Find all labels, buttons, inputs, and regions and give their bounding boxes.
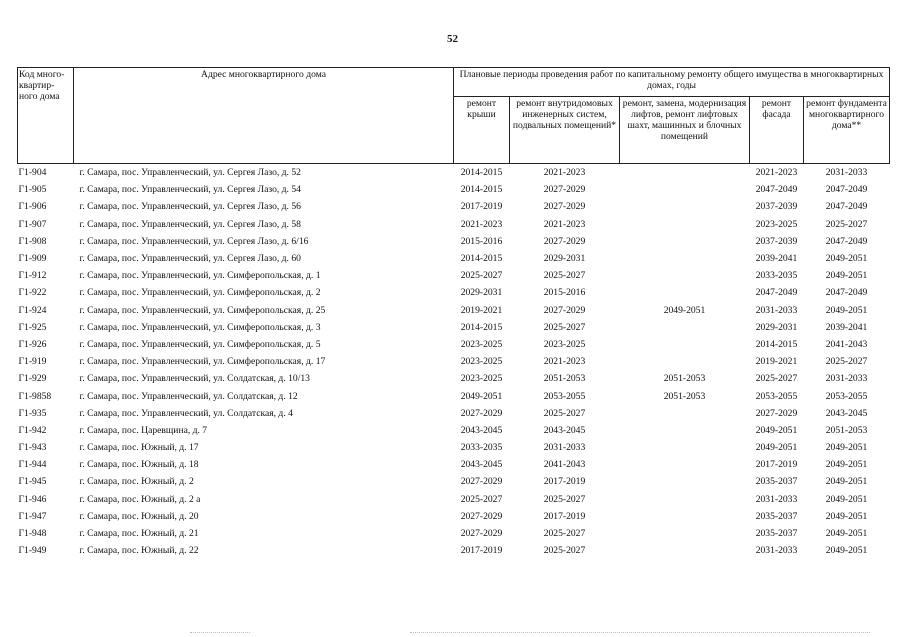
table-row [18,353,890,370]
table-body [18,164,890,560]
header-foundation: ремонт фундамента многоквартирного дома** [804,97,890,164]
cell-roof: 2023-2025 [460,373,503,385]
cell-roof: 2043-2045 [460,459,503,471]
table-row [18,439,890,456]
cell-code: Г1-943 [18,442,47,454]
cell-roof: 2029-2031 [460,287,503,299]
cell-elevators [620,405,750,422]
cell-elevators [620,181,750,198]
cell-foundation: 2039-2041 [825,321,868,333]
cell-elevators [620,336,750,353]
cell-roof: 2021-2023 [460,218,503,230]
cell-code: Г1-945 [18,476,47,488]
table-row [18,456,890,473]
cell-foundation: 2043-2045 [825,407,868,419]
cell-elevators: 2051-2053 [663,390,706,402]
cell-foundation: 2049-2051 [825,253,868,265]
cell-foundation: 2047-2049 [825,235,868,247]
table-row [18,405,890,422]
cell-engineering: 2015-2016 [543,287,586,299]
cell-address: г. Самара, пос. Управленческий, ул. Солдатская, д. 4 [79,407,293,419]
cell-facade: 2019-2021 [755,356,798,368]
page-number: 52 [447,33,458,45]
cell-roof: 2027-2029 [460,407,503,419]
cell-code: Г1-949 [18,545,47,557]
cell-foundation: 2049-2051 [825,493,868,505]
cell-engineering: 2027-2029 [543,235,586,247]
cell-code: Г1-935 [18,407,47,419]
cell-facade: 2039-2041 [755,253,798,265]
cell-roof: 2014-2015 [460,253,503,265]
header-roof: ремонт крыши [454,97,510,164]
cell-facade: 2037-2039 [755,201,798,213]
cell-roof: 2017-2019 [460,201,503,213]
cell-code: Г1-926 [18,338,47,350]
table-row [18,319,890,336]
scan-artifact-line [410,632,870,633]
table-row [18,473,890,490]
table-row [18,422,890,439]
cell-elevators [620,525,750,542]
cell-address: г. Самара, пос. Управленческий, ул. Симферопольская, д. 5 [79,338,321,350]
cell-roof: 2025-2027 [460,493,503,505]
header-periods: Плановые периоды проведения работ по капитальному ремонту общего имущества в многоквартирных домах, годы [454,68,890,97]
cell-code: Г1-919 [18,356,47,368]
cell-address: г. Самара, пос. Управленческий, ул. Солдатская, д. 12 [79,390,298,402]
cell-elevators [620,422,750,439]
cell-roof: 2033-2035 [460,442,503,454]
cell-elevators [620,284,750,301]
cell-foundation: 2047-2049 [825,287,868,299]
cell-elevators [620,456,750,473]
cell-address: г. Самара, пос. Управленческий, ул. Симферопольская, д. 1 [79,270,321,282]
cell-foundation: 2025-2027 [825,356,868,368]
cell-code: Г1-924 [18,304,47,316]
cell-engineering: 2021-2023 [543,218,586,230]
cell-facade: 2035-2037 [755,510,798,522]
cell-elevators [620,473,750,490]
cell-code: Г1-909 [18,253,47,265]
cell-facade: 2053-2055 [755,390,798,402]
cell-engineering: 2025-2027 [543,321,586,333]
cell-foundation: 2051-2053 [825,424,868,436]
cell-elevators [620,216,750,233]
cell-address: г. Самара, пос. Южный, д. 21 [79,528,199,540]
cell-roof: 2014-2015 [460,167,503,179]
table-row [18,491,890,508]
cell-elevators [620,542,750,559]
cell-code: Г1-929 [18,373,47,385]
cell-engineering: 2027-2029 [543,304,586,316]
cell-foundation: 2041-2043 [825,338,868,350]
cell-roof: 2027-2029 [460,528,503,540]
table-row [18,302,890,319]
cell-address: г. Самара, пос. Управленческий, ул. Сергея Лазо, д. 52 [79,167,301,179]
cell-elevators [620,319,750,336]
cell-engineering: 2043-2045 [543,424,586,436]
cell-engineering: 2021-2023 [543,356,586,368]
cell-engineering: 2029-2031 [543,253,586,265]
cell-roof: 2023-2025 [460,338,503,350]
cell-roof: 2027-2029 [460,476,503,488]
cell-roof: 2014-2015 [460,321,503,333]
cell-code: Г1-908 [18,235,47,247]
cell-elevators [620,439,750,456]
cell-engineering: 2053-2055 [543,390,586,402]
cell-address: г. Самара, пос. Управленческий, ул. Симферопольская, д. 2 [79,287,321,299]
cell-facade: 2031-2033 [755,545,798,557]
cell-engineering: 2027-2029 [543,184,586,196]
header-address: Адрес многоквартирного дома [74,68,454,164]
cell-foundation: 2049-2051 [825,270,868,282]
cell-code: Г1-907 [18,218,47,230]
cell-facade: 2031-2033 [755,304,798,316]
cell-address: г. Самара, пос. Южный, д. 18 [79,459,199,471]
table-row [18,181,890,198]
cell-engineering: 2041-2043 [543,459,586,471]
cell-roof: 2025-2027 [460,270,503,282]
cell-code: Г1-9858 [18,390,52,402]
cell-elevators [620,164,750,182]
table-row [18,284,890,301]
cell-facade: 2031-2033 [755,493,798,505]
cell-facade: 2035-2037 [755,528,798,540]
cell-foundation: 2049-2051 [825,459,868,471]
cell-roof: 2023-2025 [460,356,503,368]
cell-address: г. Самара, пос. Управленческий, ул. Сергея Лазо, д. 6/16 [79,235,309,247]
cell-foundation: 2049-2051 [825,510,868,522]
cell-code: Г1-942 [18,424,47,436]
cell-foundation: 2031-2033 [825,167,868,179]
cell-roof: 2014-2015 [460,184,503,196]
cell-foundation: 2049-2051 [825,304,868,316]
table-row [18,198,890,215]
cell-foundation: 2031-2033 [825,373,868,385]
cell-code: Г1-912 [18,270,47,282]
cell-address: г. Самара, пос. Управленческий, ул. Сергея Лазо, д. 56 [79,201,301,213]
cell-facade: 2025-2027 [755,373,798,385]
cell-foundation: 2049-2051 [825,528,868,540]
table-row [18,164,890,182]
cell-roof: 2027-2029 [460,510,503,522]
cell-roof: 2043-2045 [460,424,503,436]
cell-engineering: 2031-2033 [543,442,586,454]
cell-address: г. Самара, пос. Южный, д. 2 [79,476,194,488]
cell-address: г. Самара, пос. Южный, д. 17 [79,442,199,454]
cell-address: г. Самара, пос. Южный, д. 2 а [79,493,201,505]
table-row [18,233,890,250]
cell-address: г. Самара, пос. Управленческий, ул. Симферопольская, д. 25 [79,304,326,316]
table-row [18,542,890,559]
cell-foundation: 2049-2051 [825,476,868,488]
cell-elevators [620,508,750,525]
capital-repair-schedule-table [17,67,890,559]
cell-foundation: 2049-2051 [825,442,868,454]
cell-elevators [620,233,750,250]
cell-engineering: 2025-2027 [543,270,586,282]
cell-foundation: 2047-2049 [825,201,868,213]
cell-code: Г1-922 [18,287,47,299]
header-facade: ремонт фасада [750,97,804,164]
cell-engineering: 2025-2027 [543,528,586,540]
cell-engineering: 2025-2027 [543,545,586,557]
table-row [18,250,890,267]
cell-code: Г1-944 [18,459,47,471]
cell-engineering: 2027-2029 [543,201,586,213]
cell-address: г. Самара, пос. Управленческий, ул. Сергея Лазо, д. 60 [79,253,301,265]
cell-code: Г1-946 [18,493,47,505]
cell-elevators [620,353,750,370]
table-row [18,336,890,353]
cell-facade: 2037-2039 [755,235,798,247]
cell-address: г. Самара, пос. Управленческий, ул. Сергея Лазо, д. 54 [79,184,301,196]
cell-foundation: 2053-2055 [825,390,868,402]
cell-elevators: 2051-2053 [663,373,706,385]
cell-roof: 2015-2016 [460,235,503,247]
table-row [18,387,890,404]
cell-facade: 2035-2037 [755,476,798,488]
cell-facade: 2014-2015 [755,338,798,350]
cell-elevators: 2049-2051 [663,304,706,316]
cell-address: г. Самара, пос. Царевщина, д. 7 [79,424,208,436]
header-elevators: ремонт, замена, модернизация лифтов, ремонт лифтовых шахт, машинных и блочных помещений [620,97,750,164]
cell-address: г. Самара, пос. Управленческий, ул. Симферопольская, д. 17 [79,356,326,368]
cell-code: Г1-947 [18,510,47,522]
cell-facade: 2047-2049 [755,184,798,196]
cell-address: г. Самара, пос. Управленческий, ул. Сергея Лазо, д. 58 [79,218,301,230]
cell-foundation: 2025-2027 [825,218,868,230]
table-header [18,68,890,164]
cell-engineering: 2051-2053 [543,373,586,385]
cell-address: г. Самара, пос. Южный, д. 20 [79,510,199,522]
cell-address: г. Самара, пос. Управленческий, ул. Солдатская, д. 10/13 [79,373,310,385]
table-row [18,525,890,542]
table-row [18,216,890,233]
cell-elevators [620,491,750,508]
cell-facade: 2049-2051 [755,442,798,454]
header-engineering: ремонт внутридомовых инженерных систем, подвальных помещений* [510,97,620,164]
cell-facade: 2027-2029 [755,407,798,419]
cell-engineering: 2017-2019 [543,476,586,488]
cell-code: Г1-925 [18,321,47,333]
cell-code: Г1-905 [18,184,47,196]
table-row [18,508,890,525]
table-row [18,267,890,284]
scan-artifact-line [190,632,250,633]
cell-foundation: 2049-2051 [825,545,868,557]
cell-engineering: 2021-2023 [543,167,586,179]
cell-facade: 2047-2049 [755,287,798,299]
cell-elevators [620,267,750,284]
table-row [18,370,890,387]
cell-roof: 2049-2051 [460,390,503,402]
cell-engineering: 2023-2025 [543,338,586,350]
cell-code: Г1-948 [18,528,47,540]
cell-roof: 2017-2019 [460,545,503,557]
cell-engineering: 2025-2027 [543,493,586,505]
cell-engineering: 2025-2027 [543,407,586,419]
cell-roof: 2019-2021 [460,304,503,316]
cell-facade: 2033-2035 [755,270,798,282]
cell-address: г. Самара, пос. Управленческий, ул. Симферопольская, д. 3 [79,321,321,333]
cell-facade: 2021-2023 [755,167,798,179]
cell-facade: 2017-2019 [755,459,798,471]
cell-foundation: 2047-2049 [825,184,868,196]
cell-facade: 2049-2051 [755,424,798,436]
cell-facade: 2023-2025 [755,218,798,230]
cell-engineering: 2017-2019 [543,510,586,522]
cell-code: Г1-906 [18,201,47,213]
header-code: Код много-квартир-ного дома [18,68,74,164]
cell-elevators [620,250,750,267]
cell-facade: 2029-2031 [755,321,798,333]
cell-elevators [620,198,750,215]
cell-address: г. Самара, пос. Южный, д. 22 [79,545,199,557]
cell-code: Г1-904 [18,167,47,179]
